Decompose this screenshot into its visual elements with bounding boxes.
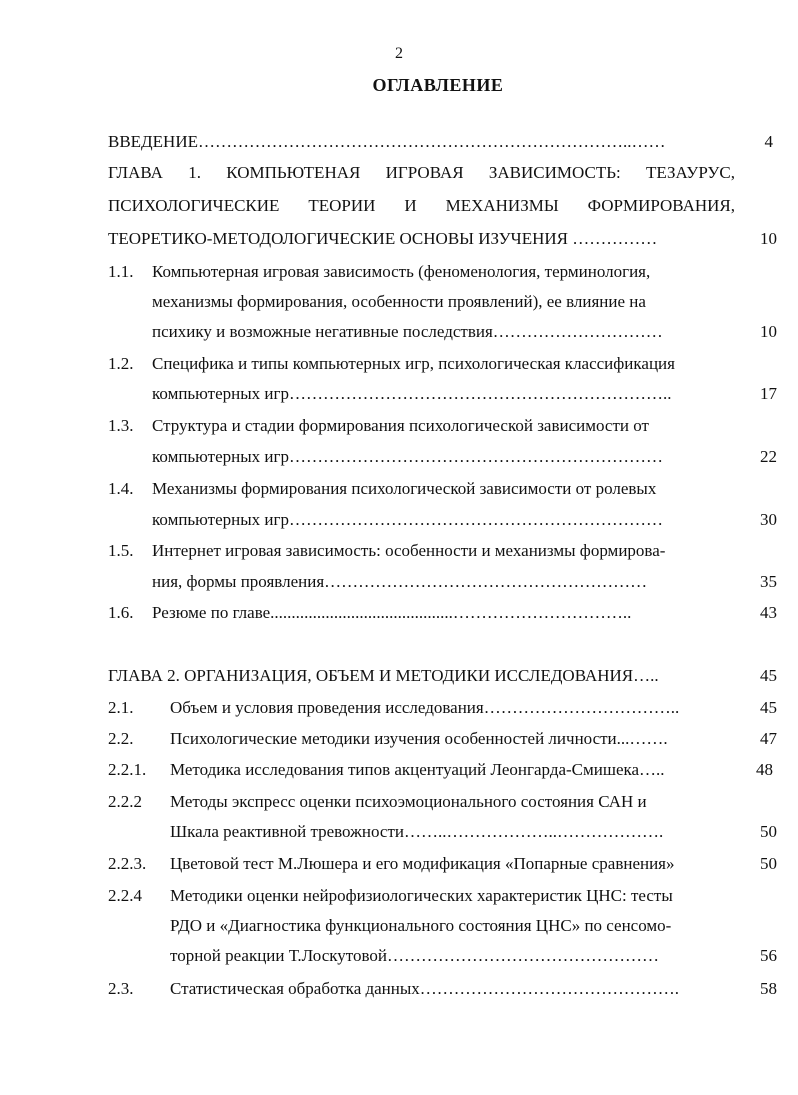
toc-page-number: 48: [756, 760, 773, 779]
toc-page-number: 17: [760, 384, 777, 403]
section-line: ния, формы проявления…………………………………………………: [152, 572, 648, 591]
section-number: 1.4.: [108, 479, 134, 498]
page-title: ОГЛАВЛЕНИЕ: [372, 75, 504, 95]
section-line: Шкала реактивной тревожности……..………………..……………….: [170, 822, 664, 841]
section-line: Цветовой тест М.Люшера и его модификация «Попарные сравнения»: [170, 854, 675, 873]
toc-page-number: 10: [760, 322, 777, 341]
section-number: 2.1.: [108, 698, 134, 717]
section-line: Специфика и типы компьютерных игр, психологическая классификация: [152, 354, 675, 373]
section-number: 2.3.: [108, 979, 134, 998]
section-line: механизмы формирования, особенности проявлений), ее влияние на: [152, 292, 646, 311]
section-line: Резюме по главе...........................................…………………………..: [152, 603, 632, 622]
section-number: 1.1.: [108, 262, 134, 281]
section-number: 1.3.: [108, 416, 134, 435]
toc-page-number: 10: [760, 229, 777, 248]
toc-page-number: 35: [760, 572, 777, 591]
toc-page-number: 22: [760, 447, 777, 466]
chapter-heading-line: ТЕОРЕТИКО-МЕТОДОЛОГИЧЕСКИЕ ОСНОВЫ ИЗУЧЕНИЯ ……………: [108, 229, 658, 248]
section-line: Компьютерная игровая зависимость (феноменология, терминология,: [152, 262, 651, 281]
toc-page-number: 50: [760, 854, 777, 873]
chapter-heading-line: ГЛАВА 1. КОМПЬЮТЕНАЯ ИГРОВАЯ ЗАВИСИМОСТЬ: ТЕЗАУРУС,: [108, 163, 735, 182]
section-line: Интернет игровая зависимость: особенности и механизмы формирова-: [152, 541, 666, 560]
section-line: Методы экспресс оценки психоэмоционального состояния САН и: [170, 792, 647, 811]
chapter-heading-line: ГЛАВА 2. ОРГАНИЗАЦИЯ, ОБЪЕМ И МЕТОДИКИ ИССЛЕДОВАНИЯ…..: [108, 666, 659, 685]
section-line: торной реакции Т.Лоскутовой…………………………………………: [170, 946, 659, 965]
section-line: компьютерных игр…………………………………………………………: [152, 510, 663, 529]
section-number: 2.2.3.: [108, 854, 147, 873]
toc-page-number: 45: [760, 698, 777, 717]
section-line: Психологические методики изучения особенностей личности...…….: [170, 729, 668, 748]
section-line: компьютерных игр…………………………………………………………: [152, 447, 663, 466]
chapter-heading-line: ПСИХОЛОГИЧЕСКИЕ ТЕОРИИ И МЕХАНИЗМЫ ФОРМИРОВАНИЯ,: [108, 196, 735, 215]
toc-page-number: 47: [760, 729, 777, 748]
section-line: Структура и стадии формирования психологической зависимости от: [152, 416, 649, 435]
section-line: РДО и «Диагностика функционального состояния ЦНС» по сенсомо-: [170, 916, 672, 935]
toc-entry-text: ВВЕДЕНИЕ…………………………………………………………………..……: [108, 132, 666, 151]
section-line: Статистическая обработка данных……………………………………….: [170, 979, 680, 998]
section-line: психику и возможные негативные последствия…………………………: [152, 322, 663, 341]
page-number: 2: [395, 45, 403, 62]
section-number: 1.6.: [108, 603, 134, 622]
section-number: 1.5.: [108, 541, 134, 560]
section-number: 2.2.1.: [108, 760, 147, 779]
section-line: компьютерных игр…………………………………………………………..: [152, 384, 672, 403]
section-line: Объем и условия проведения исследования……………………………..: [170, 698, 680, 717]
toc-page-number: 50: [760, 822, 777, 841]
section-number: 2.2.: [108, 729, 134, 748]
toc-page-number: 4: [764, 132, 773, 151]
section-line: Методики оценки нейрофизиологических характеристик ЦНС: тесты: [170, 886, 673, 905]
section-number: 2.2.2: [108, 792, 142, 811]
toc-page-number: 30: [760, 510, 777, 529]
section-line: Методика исследования типов акцентуаций Леонгарда-Смишека…..: [170, 760, 665, 779]
section-number: 2.2.4: [108, 886, 142, 905]
toc-page-number: 45: [760, 666, 777, 685]
toc-page-number: 58: [760, 979, 777, 998]
section-line: Механизмы формирования психологической зависимости от ролевых: [152, 479, 657, 498]
section-number: 1.2.: [108, 354, 134, 373]
toc-page-number: 43: [760, 603, 777, 622]
toc-page-number: 56: [760, 946, 777, 965]
